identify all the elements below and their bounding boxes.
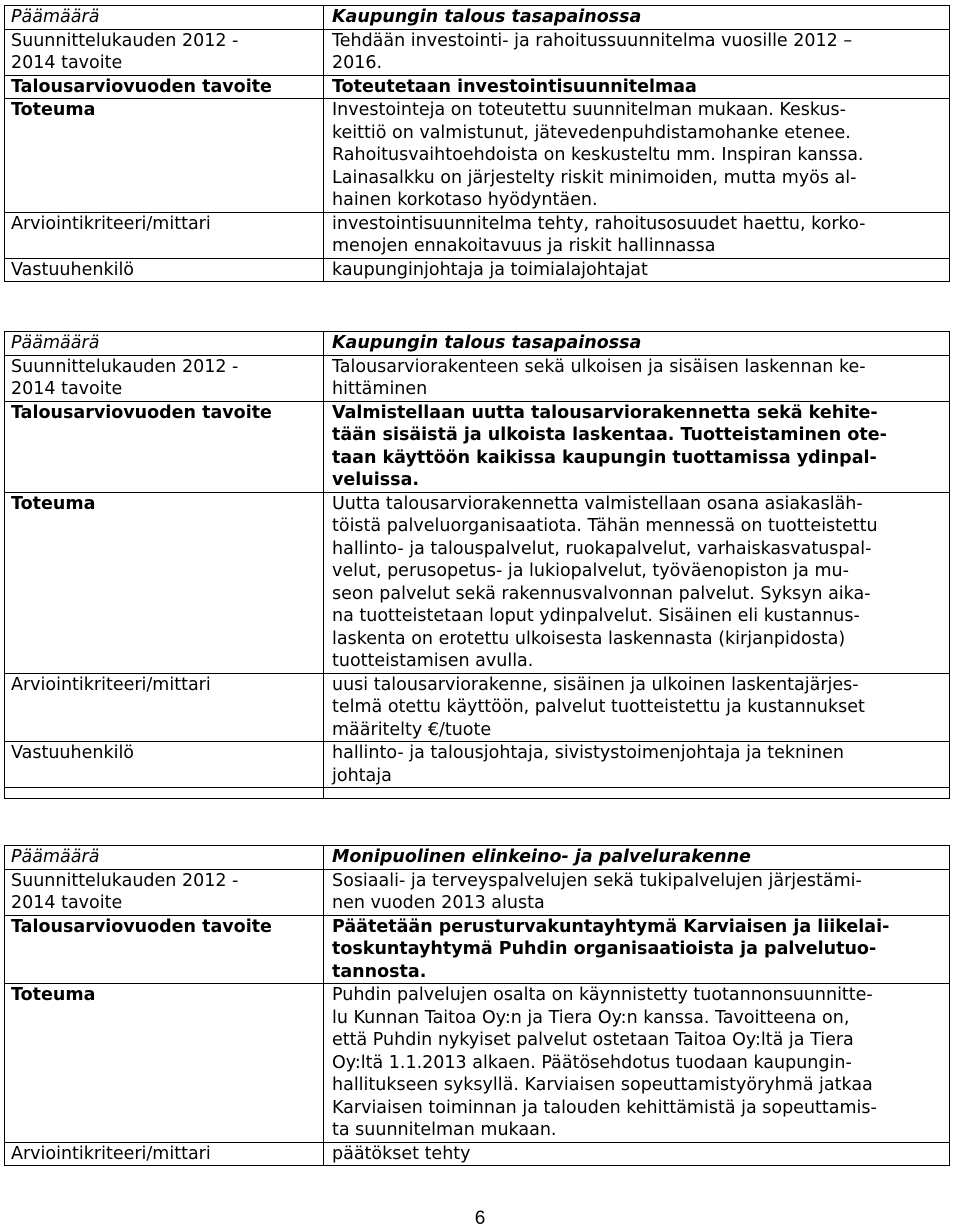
goal-value: Kaupungin talous tasapainossa bbox=[324, 332, 950, 356]
label-responsible: Vastuuhenkilö bbox=[5, 258, 324, 282]
label-planning-goal: Suunnittelukauden 2012 - 2014 tavoite bbox=[5, 29, 324, 75]
planning-goal-row bbox=[5, 869, 950, 915]
goal-row bbox=[5, 6, 950, 30]
label-budget-goal: Talousarviovuoden tavoite bbox=[5, 401, 324, 492]
goal-value: Kaupungin talous tasapainossa bbox=[324, 6, 950, 30]
budget-goal-row bbox=[5, 401, 950, 492]
goal-table-2 bbox=[4, 331, 950, 799]
label-goal: Päämäärä bbox=[5, 846, 324, 870]
blank-cell bbox=[324, 788, 950, 799]
outcome-row bbox=[5, 99, 950, 213]
budget-goal-value: Toteutetaan investointisuunnitelmaa bbox=[324, 75, 950, 99]
goal-value: Monipuolinen elinkeino- ja palvelurakenne bbox=[324, 846, 950, 870]
goal-row bbox=[5, 846, 950, 870]
blank-row bbox=[5, 788, 950, 799]
criteria-value: uusi talousarviorakenne, sisäinen ja ulkoinen laskentajärjes- telmä otettu käyttöön, palvelut tuotteistettu ja kustannukset määritelty €/tuote bbox=[324, 673, 950, 742]
criteria-row bbox=[5, 673, 950, 742]
label-outcome: Toteuma bbox=[5, 492, 324, 673]
blank-cell bbox=[5, 788, 324, 799]
label-planning-goal: Suunnittelukauden 2012 - 2014 tavoite bbox=[5, 355, 324, 401]
outcome-value: Puhdin palvelujen osalta on käynnistetty tuotannonsuunnitte- lu Kunnan Taitoa Oy:n ja Tiera Oy:n kanssa. Tavoitteena on, että Puhdin nykyiset palvelut ostetaan Taitoa Oy:ltä ja Tiera Oy:ltä 1.1.2013 alkaen. Päätösehdotus tuodaan kaupungin- hallitukseen syksyllä. Karviaisen sopeuttamistyöryhmä jatkaa Karviaisen toiminnan ja talouden kehittämistä ja sopeuttamis- ta suunnitelman mukaan. bbox=[324, 984, 950, 1143]
goal-row bbox=[5, 332, 950, 356]
planning-goal-value: Tehdään investointi- ja rahoitussuunnitelma vuosille 2012 – 2016. bbox=[324, 29, 950, 75]
outcome-value: Investointeja on toteutettu suunnitelman mukaan. Keskus- keittiö on valmistunut, jätevedenpuhdistamohanke etenee. Rahoitusvaihtoehdoista on keskusteltu mm. Inspiran kanssa. Lainasalkku on järjestelty riskit minimoiden, mutta myös al- hainen korkotaso hyödyntäen. bbox=[324, 99, 950, 213]
page-number: 6 bbox=[474, 1208, 486, 1229]
planning-goal-value: Sosiaali- ja terveyspalvelujen sekä tukipalvelujen järjestämi- nen vuoden 2013 alusta bbox=[324, 869, 950, 915]
budget-goal-row bbox=[5, 915, 950, 984]
label-outcome: Toteuma bbox=[5, 984, 324, 1143]
label-outcome: Toteuma bbox=[5, 99, 324, 213]
budget-goal-value: Päätetään perusturvakuntayhtymä Karviaisen ja liikelai- toskuntayhtymä Puhdin organisaatioista ja palvelutuo- tannosta. bbox=[324, 915, 950, 984]
label-responsible: Vastuuhenkilö bbox=[5, 742, 324, 788]
goal-table-3 bbox=[4, 845, 950, 1166]
planning-goal-value: Talousarviorakenteen sekä ulkoisen ja sisäisen laskennan ke- hittäminen bbox=[324, 355, 950, 401]
label-criteria: Arviointikriteeri/mittari bbox=[5, 673, 324, 742]
criteria-value: investointisuunnitelma tehty, rahoitusosuudet haettu, korko- menojen ennakoitavuus ja riskit hallinnassa bbox=[324, 212, 950, 258]
responsible-value: kaupunginjohtaja ja toimialajohtajat bbox=[324, 258, 950, 282]
planning-goal-row bbox=[5, 29, 950, 75]
label-criteria: Arviointikriteeri/mittari bbox=[5, 212, 324, 258]
goal-table-1 bbox=[4, 5, 950, 282]
budget-goal-row bbox=[5, 75, 950, 99]
responsible-value: hallinto- ja talousjohtaja, sivistystoimenjohtaja ja tekninen johtaja bbox=[324, 742, 950, 788]
label-planning-goal: Suunnittelukauden 2012 - 2014 tavoite bbox=[5, 869, 324, 915]
label-criteria: Arviointikriteeri/mittari bbox=[5, 1142, 324, 1166]
label-goal: Päämäärä bbox=[5, 332, 324, 356]
label-goal: Päämäärä bbox=[5, 6, 324, 30]
label-budget-goal: Talousarviovuoden tavoite bbox=[5, 75, 324, 99]
responsible-row bbox=[5, 258, 950, 282]
criteria-row bbox=[5, 1142, 950, 1166]
outcome-row bbox=[5, 984, 950, 1143]
outcome-value: Uutta talousarviorakennetta valmistellaan osana asiakasläh- töistä palveluorganisaatiota. Tähän mennessä on tuotteistettu hallinto- ja talouspalvelut, ruokapalvelut, varhaiskasvatuspal- velut, perusopetus- ja lukiopalvelut, työväenopiston ja mu- seon palvelut sekä rakennusvalvonnan palvelut. Syksyn aika- na tuotteistetaan loput ydinpalvelut. Sisäinen eli kustannus- laskenta on erotettu ulkoisesta laskennasta (kirjanpidosta) tuotteistamisen avulla. bbox=[324, 492, 950, 673]
label-budget-goal: Talousarviovuoden tavoite bbox=[5, 915, 324, 984]
budget-goal-value: Valmistellaan uutta talousarviorakennetta sekä kehite- tään sisäistä ja ulkoista laskentaa. Tuotteistaminen ote- taan käyttöön kaikissa kaupungin tuottamissa ydinpal- veluissa. bbox=[324, 401, 950, 492]
criteria-value: päätökset tehty bbox=[324, 1142, 950, 1166]
outcome-row bbox=[5, 492, 950, 673]
responsible-row bbox=[5, 742, 950, 788]
criteria-row bbox=[5, 212, 950, 258]
planning-goal-row bbox=[5, 355, 950, 401]
